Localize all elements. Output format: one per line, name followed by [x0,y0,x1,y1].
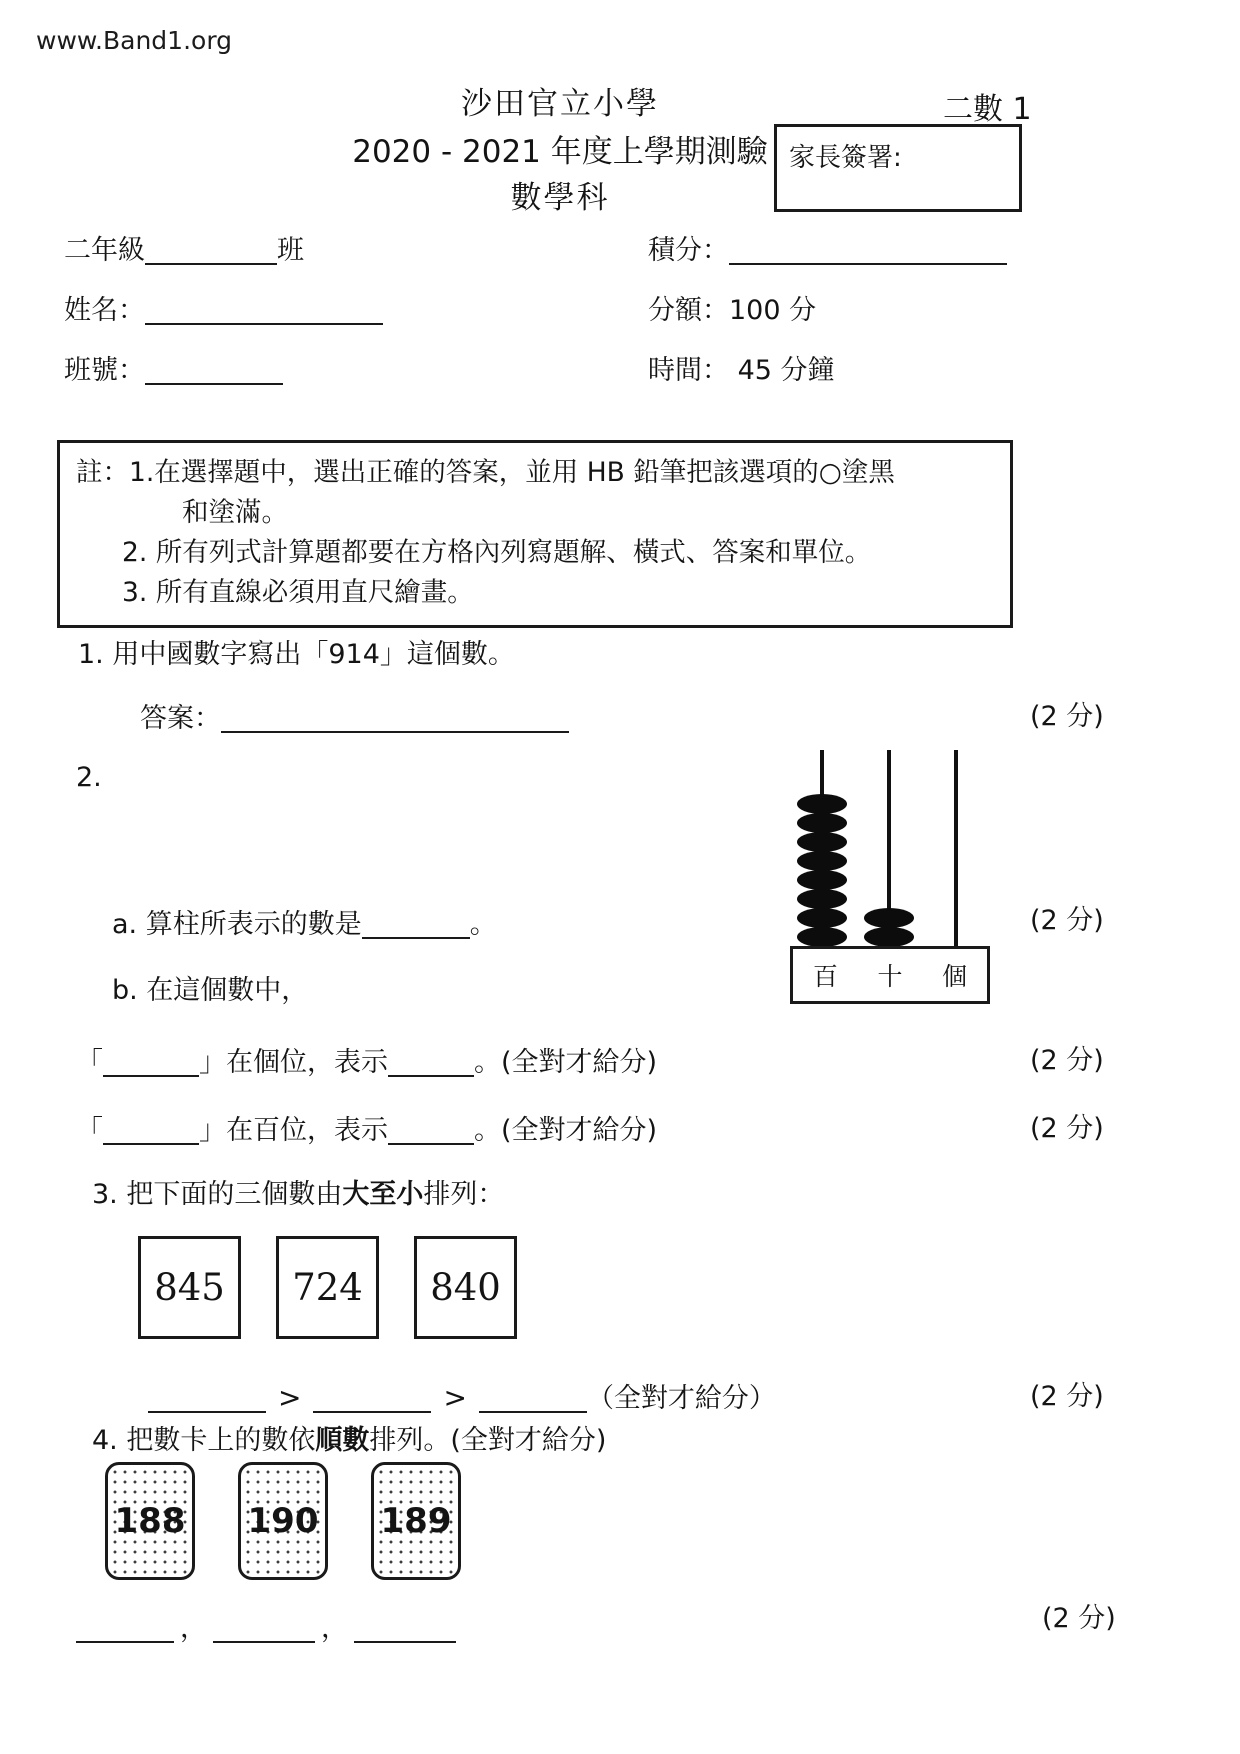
q2-ones-open-bracket: 「 [76,1047,103,1078]
name-blank [145,295,383,325]
q3-text-prefix: 3. 把下面的三個數由 [92,1179,343,1210]
abacus-bead [797,908,847,928]
q1-answer-row [140,696,569,735]
abacus-bead [797,927,847,947]
q3-text-suffix: 排列： [423,1179,505,1210]
abacus-bead [797,832,847,852]
abacus-bead [864,908,914,928]
q4-separator-2: ， [321,1613,348,1644]
q2-ones-score: (2 分) [1030,1045,1104,1076]
q4-answer-blank-3 [354,1613,456,1643]
class-suffix-label: 班 [277,235,304,266]
abacus-base-box [790,946,990,1004]
q3-number-boxes [138,1236,517,1339]
q1-text: 1. 用中國數字寫出「914」這個數。 [78,639,515,670]
q3-order-note: （全對才給分） [586,1383,776,1414]
q3-gt-symbol-2: > [443,1381,467,1414]
class-no-label: 班號： [64,355,145,386]
q2-hundreds-suffix: 。(全對才給分) [474,1115,658,1146]
instruction-line-3: 2. 所有列式計算題都要在方格內列寫題解、橫式、答案和單位。 [122,537,872,568]
q4-text-prefix: 4. 把數卡上的數依 [92,1425,316,1456]
q2a-score: (2 分) [1030,905,1104,936]
q2-hundreds-digit-blank [103,1115,199,1145]
q4-separator-1: ， [180,1613,207,1644]
grade-label: 二年級 [64,235,145,266]
abacus-bead [797,851,847,871]
marks-blank [729,235,1007,265]
q2-hundreds-open-bracket: 「 [76,1115,103,1146]
name-row [64,288,383,327]
marks-label: 積分： [648,235,729,266]
q2-number: 2. [76,762,102,793]
q2-ones-suffix: 。(全對才給分) [474,1047,658,1078]
number-card: 188 [105,1462,195,1580]
watermark-text: www.Band1.org [36,26,233,55]
total-label: 分額： [648,295,729,326]
time-row [648,348,835,387]
marks-row [648,228,1007,267]
abacus-place-label: 個 [942,962,968,991]
instruction-line-1: 註：1.在選擇題中，選出正確的答案，並用 HB 鉛筆把該選項的○塗黑 [76,457,895,488]
abacus-bead [797,813,847,833]
q3-order-blank-2 [313,1383,431,1413]
instruction-line-4: 3. 所有直線必須用直尺繪畫。 [122,577,474,608]
number-card: 190 [238,1462,328,1580]
q4-answer-row [76,1606,456,1645]
q3-order-blank-3 [479,1383,587,1413]
q4-number-cards [105,1462,461,1580]
abacus [790,742,990,1004]
q1-score: (2 分) [1030,701,1104,732]
abacus-rod [954,750,958,946]
q2b-text: b. 在這個數中， [112,975,309,1006]
abacus-bead [864,927,914,947]
q2-ones-mid: 」在個位，表示 [199,1047,388,1078]
q2a-row [112,902,497,941]
q3-text-bold: 大至小 [342,1179,424,1210]
q4-text [92,1418,606,1457]
q2a-text: a. 算柱所表示的數是 [112,909,362,940]
number-card: 189 [371,1462,461,1580]
q1-answer-blank [221,703,569,733]
abacus-place-label: 百 [812,962,838,991]
q4-text-suffix: 排列。(全對才給分) [369,1425,607,1456]
total-marks-row [648,288,816,327]
q1-answer-label: 答案： [140,703,221,734]
q3-order-row [148,1376,776,1415]
q4-answer-blank-2 [213,1613,315,1643]
time-value: 45 分鐘 [737,355,835,386]
number-box: 724 [276,1236,379,1339]
grade-class-row [64,228,304,267]
abacus-bead [797,889,847,909]
q2-ones-digit-blank [103,1047,199,1077]
number-box: 840 [414,1236,517,1339]
abacus-bead [797,870,847,890]
q2a-suffix: 。 [469,909,497,940]
total-value: 100 分 [729,295,817,326]
q2-ones-row [76,1040,657,1079]
q4-answer-blank-1 [76,1613,174,1643]
number-box: 845 [138,1236,241,1339]
class-no-blank [145,355,283,385]
q2-hundreds-row [76,1108,657,1147]
q2-hundreds-score: (2 分) [1030,1113,1104,1144]
q3-score: (2 分) [1030,1381,1104,1412]
q3-gt-symbol-1: > [278,1381,302,1414]
q4-score: (2 分) [1042,1603,1116,1634]
abacus-place-label: 十 [877,962,903,991]
instructions-box [57,440,1013,628]
time-label: 時間： [648,355,729,386]
q2a-blank [362,909,470,939]
q2-ones-value-blank [388,1047,474,1077]
abacus-bead [797,794,847,814]
q3-order-blank-1 [148,1383,266,1413]
q2-hundreds-value-blank [388,1115,474,1145]
instruction-line-2: 和塗滿。 [182,497,288,528]
class-no-row [64,348,283,387]
paper-code: 二數 1 [943,92,1032,127]
school-name: 沙田官立小學 [461,86,659,122]
class-blank [145,235,277,265]
parent-signature-box [774,124,1022,212]
exam-term: 2020 - 2021 年度上學期測驗 [352,134,768,170]
parent-signature-label: 家長簽署: [789,143,902,173]
subject-name: 數學科 [510,180,610,216]
q4-text-bold: 順數 [315,1425,370,1456]
q2-hundreds-mid: 」在百位，表示 [199,1115,388,1146]
name-label: 姓名： [64,295,145,326]
q3-text [92,1172,504,1211]
